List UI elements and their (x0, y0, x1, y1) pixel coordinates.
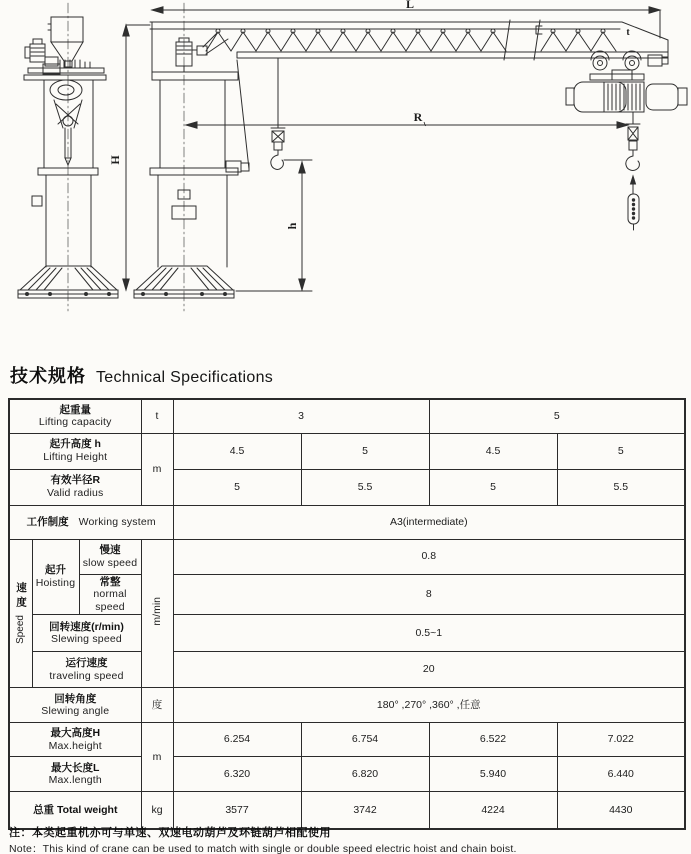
row-normal-speed (9, 574, 685, 615)
spec-cell: 4224 (429, 792, 557, 829)
spec-cell: 6.522 (429, 723, 557, 757)
label-en: slow speed (82, 556, 138, 569)
footnote-en: Note：This kind of crane can be used to match with single or double speed electric hoist and chain boist. (9, 843, 517, 854)
label-en: traveling speed (49, 669, 124, 682)
spec-cell: 8 (173, 574, 685, 615)
label-en: Lifting Height (43, 451, 108, 463)
hook-and-pendant (626, 112, 640, 230)
jib-end-mark: t (626, 27, 630, 38)
section-title (10, 362, 273, 388)
label-en: Valid radius (47, 487, 104, 499)
section-title-zh: 技术规格 (10, 366, 86, 386)
label-en: Lifting capacity (38, 416, 112, 429)
unit-cell: t (141, 399, 173, 433)
label-en: normal speed (93, 588, 127, 613)
unit-label: m/min (150, 597, 163, 626)
spec-cell: 6.754 (301, 723, 429, 757)
unit-cell (141, 539, 173, 688)
spec-cell: 0.5~1 (173, 615, 685, 652)
dim-label-H: H (108, 155, 122, 165)
row-slewing-angle (9, 688, 685, 723)
dim-label-h: h (285, 222, 299, 230)
spec-cell: 4.5 (429, 433, 557, 469)
label-en: Max.length (48, 774, 102, 787)
dimension-H (123, 25, 150, 290)
row-label (79, 539, 141, 574)
unit-cell: kg (141, 792, 173, 829)
label-en: Slewing angle (41, 705, 110, 718)
unit-cell: m (141, 433, 173, 505)
speed-group-label (9, 539, 32, 688)
row-max-height (9, 723, 685, 757)
spec-cell: 5.5 (301, 469, 429, 505)
side-hook (271, 58, 285, 169)
spec-cell: 3 (173, 399, 429, 433)
spec-cell: 5 (429, 399, 685, 433)
row-label (9, 469, 141, 505)
label-zh: 速度 (15, 582, 28, 612)
label-zh: 最大高度H (50, 727, 101, 740)
row-label (9, 688, 141, 723)
row-lifting-capacity (9, 399, 685, 433)
crane-side-view (134, 33, 249, 298)
unit-cell: m (141, 723, 173, 792)
dimension-h (236, 160, 312, 291)
spec-cell: 7.022 (557, 723, 685, 757)
label-zh: 起重量 (59, 403, 91, 416)
row-label (32, 615, 141, 652)
spec-cell: 6.320 (173, 757, 301, 792)
label-zh: 起升高度 h (49, 438, 101, 451)
spec-cell: 6.254 (173, 723, 301, 757)
row-valid-radius (9, 469, 685, 505)
row-slewing-speed (9, 615, 685, 652)
row-label (9, 723, 141, 757)
unit-cell: 度 (141, 688, 173, 723)
label-en: Max.height (48, 739, 102, 752)
row-lifting-height (9, 433, 685, 469)
label-en: Slewing speed (51, 633, 122, 646)
label-zh: 有效半径R (50, 474, 101, 487)
label-zh: 回转角度 (54, 692, 97, 705)
spec-cell: 0.8 (173, 539, 685, 574)
label-en: Working system (78, 515, 156, 528)
label-zh: 总重 Total weight (33, 803, 118, 816)
spec-cell: 5 (173, 469, 301, 505)
spec-cell: 3742 (301, 792, 429, 829)
row-max-length (9, 757, 685, 792)
footnote-zh: 注：本类起重机亦可与单速、双速电动葫芦及环链葫芦相配使用 (9, 827, 331, 839)
row-slow-speed (9, 539, 685, 574)
row-label (9, 505, 173, 539)
label-zh: 工作制度 (26, 515, 69, 528)
label-en: Hoisting (35, 576, 76, 589)
spec-cell: 6.440 (557, 757, 685, 792)
spec-cell: 4.5 (173, 433, 301, 469)
crane-drawing (0, 0, 691, 356)
label-zh: 常整 (99, 575, 121, 588)
row-working-system (9, 505, 685, 539)
spec-cell: 5 (429, 469, 557, 505)
label-zh: 起升 (45, 564, 66, 577)
row-label (32, 652, 141, 688)
spec-cell: 5.5 (557, 469, 685, 505)
spec-cell: 3577 (173, 792, 301, 829)
row-label (79, 574, 141, 615)
label-zh: 回转速度(r/min) (49, 620, 124, 633)
dimension-R (186, 122, 628, 128)
row-traveling-speed (9, 652, 685, 688)
row-label (9, 399, 141, 433)
dim-label-L: L (405, 0, 415, 11)
footnote (9, 824, 517, 854)
spec-cell: 20 (173, 652, 685, 688)
spec-cell: A3(intermediate) (173, 505, 685, 539)
label-zh: 最大长度L (51, 761, 100, 774)
electric-hoist (566, 51, 687, 112)
spec-cell: 6.820 (301, 757, 429, 792)
spec-cell: 5 (301, 433, 429, 469)
label-en: Speed (14, 615, 26, 645)
dim-label-R: R (413, 110, 423, 124)
spec-cell: 5 (557, 433, 685, 469)
spec-cell: 4430 (557, 792, 685, 829)
row-label (9, 433, 141, 469)
spec-cell: 180° ,270° ,360° ,任意 (173, 688, 685, 723)
spec-table (8, 398, 686, 830)
section-title-en: Technical Specifications (96, 369, 274, 386)
label-zh: 运行速度 (65, 657, 108, 670)
jib-truss (150, 20, 668, 72)
hoisting-label (32, 539, 79, 615)
label-zh: 慢速 (99, 543, 121, 556)
spec-cell: 5.940 (429, 757, 557, 792)
row-label (9, 757, 141, 792)
